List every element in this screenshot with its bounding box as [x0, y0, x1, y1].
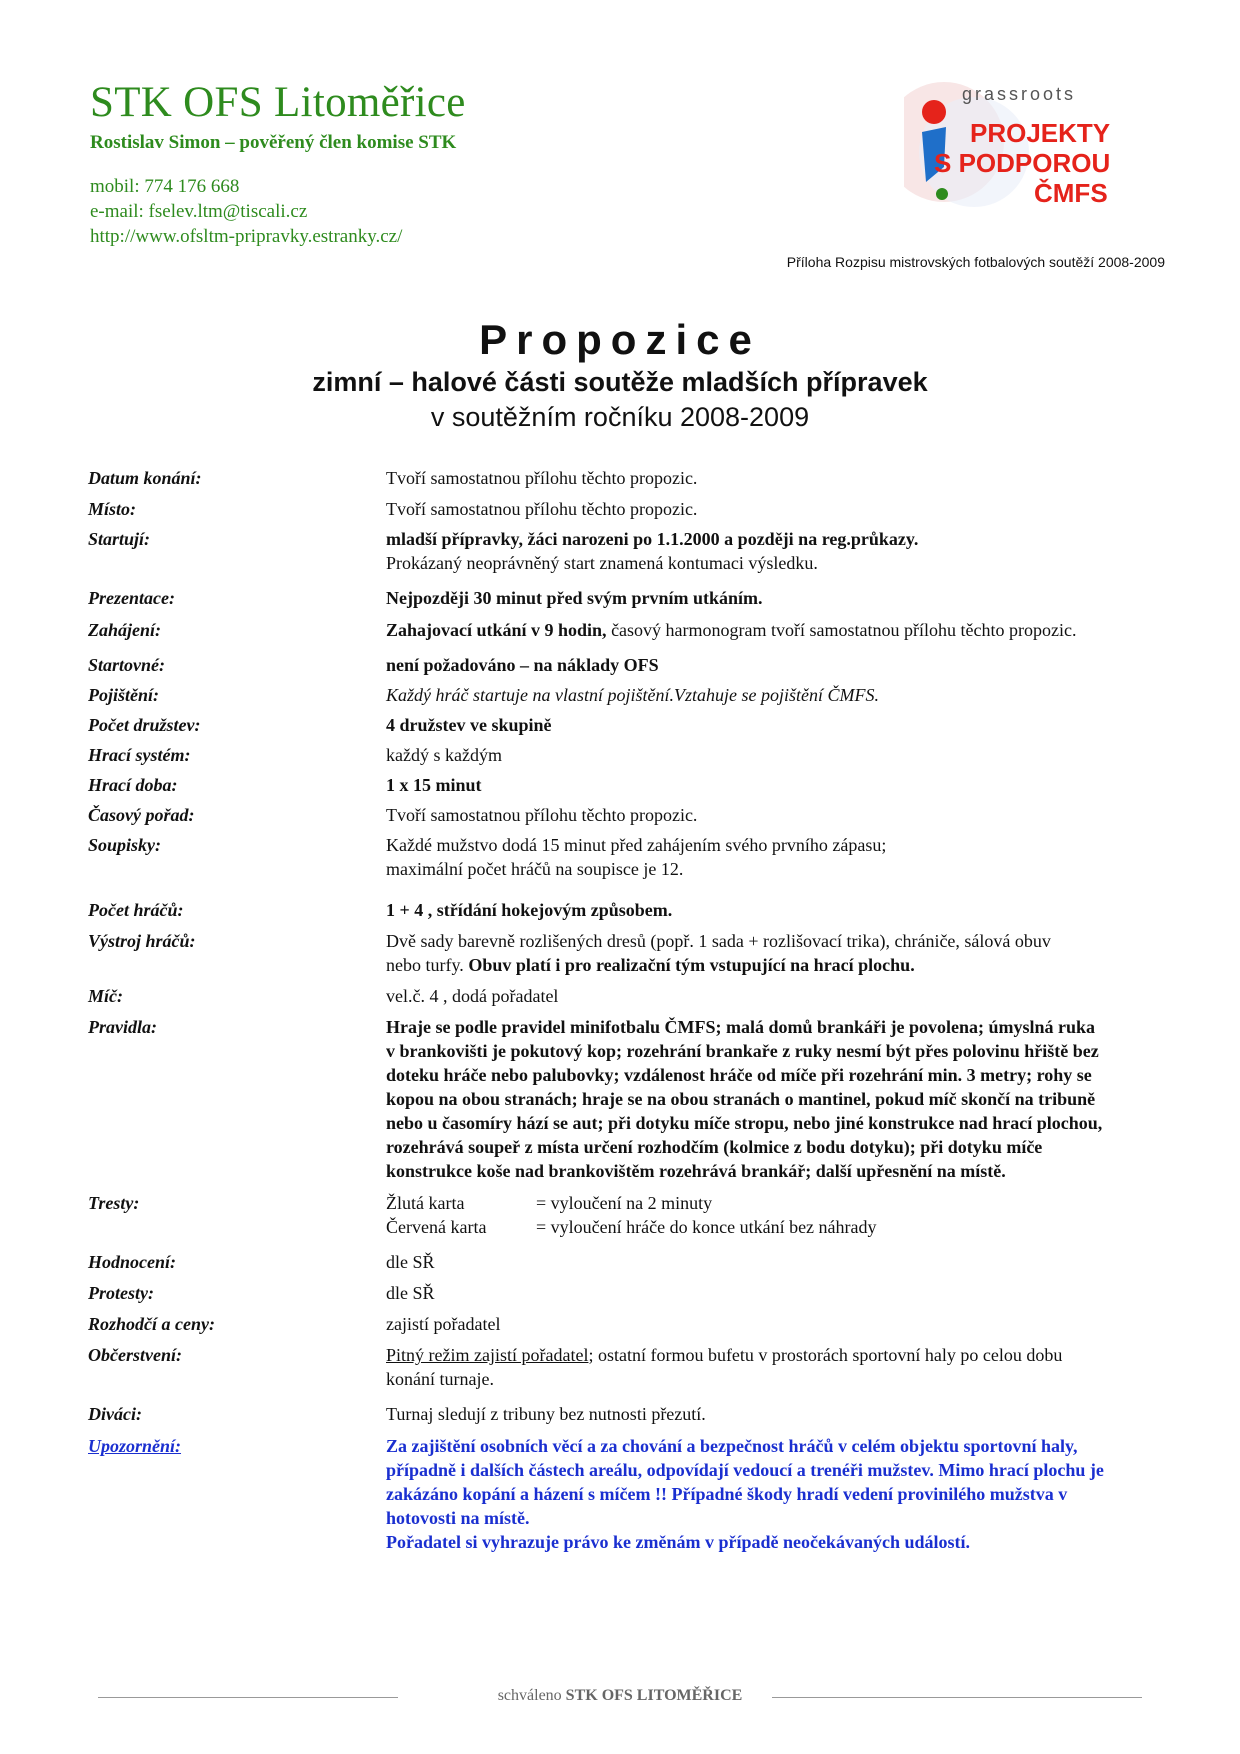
row-zahajeni — [88, 618, 1168, 642]
row-label: Hodnocení: — [88, 1252, 176, 1272]
row-value: Každý hráč startuje na vlastní pojištění.Vztahuje se pojištění ČMFS. — [386, 685, 879, 705]
row-label: Startují: — [88, 529, 151, 549]
row-pocet-druzstev — [88, 713, 1168, 737]
logo-top-text: grassroots — [962, 84, 1077, 104]
row-value: Tvoří samostatnou přílohu těchto propozic. — [386, 499, 698, 519]
ball-icon — [936, 188, 948, 200]
doc-subtitle: zimní – halové části soutěže mladších přípravek — [312, 367, 928, 397]
row-hodnoceni — [88, 1250, 1168, 1274]
row-label: Občerstvení: — [88, 1345, 182, 1365]
row-value-rest: ; ostatní formou bufetu v prostorách sportovní haly po celou dobu konání turnaje. — [386, 1345, 1063, 1389]
row-mic — [88, 984, 1168, 1008]
row-label: Startovné: — [88, 655, 166, 675]
row-divaci — [88, 1402, 1168, 1426]
logo-line2: S PODPOROU — [934, 148, 1111, 178]
row-value — [386, 929, 1168, 977]
row-label: Míč: — [88, 986, 123, 1006]
row-label: Hrací doba: — [88, 775, 178, 795]
row-value: 1 x 15 minut — [386, 775, 482, 795]
row-value: Hraje se podle pravidel minifotbalu ČMFS; malá domů brankáři je povolena; úmyslná ruka v brankovišti je pokutový kop; rozehrání brankaře z ruky nesmí být přes polovinu hřiště bez doteku hráče nebo palubovky; vzdálenost hráče od míče při rozehrání min. 3 metry; rohy se kopou na obou stranách; hraje se na obou stranách o mantinel, pokud míč skončí na tribuně nebo u časomíry hází se aut; při dotyku míče stropu, nebo jiné konstrukce nad hrací plochou, rozehrává soupeř z místa určení rozhodčím (kolmice z bodu dotyku); při dotyku míče konstrukce koše nad brankovištěm rozehrává brankář; další upřesnění na místě. — [386, 1017, 1103, 1181]
contact-url[interactable]: http://www.ofsltm-pripravky.estranky.cz/ — [90, 226, 403, 247]
row-pocet-hracu — [88, 898, 1168, 922]
row-value: každý s každým — [386, 745, 502, 765]
row-prezentace — [88, 586, 1168, 610]
org-subtitle: Rostislav Simon – pověřený člen komise STK — [90, 132, 457, 153]
footer-prefix: schváleno — [497, 1687, 566, 1704]
red-card-label: Červená karta — [386, 1217, 487, 1237]
row-label: Prezentace: — [88, 588, 175, 608]
row-value-bold: Zahajovací utkání v 9 hodin, — [386, 620, 607, 640]
warning-text: Za zajištění osobních věcí a za chování a bezpečnost hráčů v celém objektu sportovní haly, případně i dalších částech areálu, odpovídají vedoucí a trenéři mužstev. Mimo hrací plochu je zakázáno kopání a házení s míčem !! Případné škody hradí vedení provinilého mužstva v hotovosti na místě. — [386, 1436, 1104, 1528]
propozice-table — [88, 466, 1168, 1554]
yellow-card-value: = vyloučení na 2 minuty — [536, 1193, 713, 1213]
doc-title: Propozice — [479, 316, 761, 363]
row-obcerstveni — [88, 1343, 1168, 1391]
row-value-rest: časový harmonogram tvoří samostatnou přílohu těchto propozic. — [606, 620, 1077, 640]
row-label: Počet družstev: — [88, 715, 201, 735]
footer-text — [98, 1687, 1142, 1705]
row-value: není požadováno – na náklady OFS — [386, 655, 659, 675]
row-startovne — [88, 653, 1168, 677]
row-label: Časový pořad: — [88, 805, 195, 825]
row-value: Turnaj sledují z tribuny bez nutnosti přezutí. — [386, 1404, 706, 1424]
row-label: Soupisky: — [88, 835, 162, 855]
logo-line1: PROJEKTY — [970, 118, 1111, 148]
row-pojisteni — [88, 683, 1168, 707]
row-value: 4 družstev ve skupině — [386, 715, 552, 735]
row-label[interactable]: Upozornění: — [88, 1436, 182, 1456]
row-protesty — [88, 1281, 1168, 1305]
row-label: Protesty: — [88, 1283, 154, 1303]
row-value — [386, 527, 1168, 575]
org-title: STK OFS Litoměřice — [90, 79, 466, 126]
annex-note: Příloha Rozpisu mistrovských fotbalových soutěží 2008-2009 — [786, 254, 1165, 270]
row-value: Tvoří samostatnou přílohu těchto propozic. — [386, 468, 698, 488]
row-label: Výstroj hráčů: — [88, 931, 196, 951]
row-value-bold: Obuv platí i pro realizační tým vstupující na hrací plochu. — [468, 955, 915, 975]
red-card-value: = vyloučení hráče do konce utkání bez náhrady — [536, 1217, 877, 1237]
row-value: Tvoří samostatnou přílohu těchto propozic. — [386, 805, 698, 825]
row-value: Každé mužstvo dodá 15 minut před zahájením svého prvního zápasu; maximální počet hráčů na soupisce je 12. — [386, 835, 887, 879]
contact-email[interactable]: e-mail: fselev.ltm@tiscali.cz — [90, 201, 308, 222]
contact-mobile: mobil: 774 176 668 — [90, 176, 240, 197]
row-label: Datum konání: — [88, 468, 202, 488]
row-value — [386, 1343, 1168, 1391]
row-value: dle SŘ — [386, 1252, 435, 1272]
row-value-bold: mladší přípravky, žáci narozeni po 1.1.2000 a později na reg.průkazy. — [386, 529, 919, 549]
row-tresty — [88, 1191, 1168, 1239]
row-label: Rozhodčí a ceny: — [88, 1314, 215, 1334]
row-label: Počet hráčů: — [88, 900, 184, 920]
row-casovy-porad — [88, 803, 1168, 827]
grassroots-logo — [904, 72, 1154, 212]
row-label: Hrací systém: — [88, 745, 191, 765]
row-label: Pojištění: — [88, 685, 159, 705]
row-label: Tresty: — [88, 1193, 140, 1213]
row-hraci-system — [88, 743, 1168, 767]
row-label: Místo: — [88, 499, 137, 519]
row-label: Zahájení: — [88, 620, 162, 640]
row-value-underlined: Pitný režim zajistí pořadatel — [386, 1345, 589, 1365]
row-datum — [88, 466, 1168, 490]
doc-season: v soutěžním ročníku 2008-2009 — [430, 402, 810, 432]
row-hraci-doba — [88, 773, 1168, 797]
player-head-icon — [922, 100, 946, 124]
row-rozhodci — [88, 1312, 1168, 1336]
row-label: Diváci: — [88, 1404, 142, 1424]
row-value — [386, 618, 1168, 642]
footer — [98, 1687, 1142, 1707]
row-value: vel.č. 4 , dodá pořadatel — [386, 986, 559, 1006]
row-value: dle SŘ — [386, 1283, 435, 1303]
logo-line3: ČMFS — [1034, 178, 1108, 208]
row-pravidla — [88, 1015, 1168, 1183]
row-soupisky — [88, 833, 1168, 881]
warning-text-2: Pořadatel si vyhrazuje právo ke změnám v případě neočekávaných událostí. — [386, 1532, 970, 1552]
row-value: zajistí pořadatel — [386, 1314, 501, 1334]
row-value: 1 + 4 , střídání hokejovým způsobem. — [386, 900, 673, 920]
row-value — [386, 1434, 1168, 1554]
row-vystroj — [88, 929, 1168, 977]
footer-name: STK OFS LITOMĚŘICE — [565, 1687, 743, 1704]
row-value — [386, 1191, 1168, 1239]
row-label: Pravidla: — [88, 1017, 157, 1037]
row-value: Nejpozději 30 minut před svým prvním utkáním. — [386, 588, 763, 608]
yellow-card-label: Žlutá karta — [386, 1193, 465, 1213]
row-value-note: Prokázaný neoprávněný start znamená kontumaci výsledku. — [386, 553, 818, 573]
row-upozorneni — [88, 1434, 1168, 1554]
row-startuji — [88, 527, 1168, 575]
row-value-rest: Dvě sady barevně rozlišených dresů (popř. 1 sada + rozlišovací trika), chrániče, sálová obuv nebo turfy. — [386, 931, 1051, 975]
row-misto — [88, 497, 1168, 521]
